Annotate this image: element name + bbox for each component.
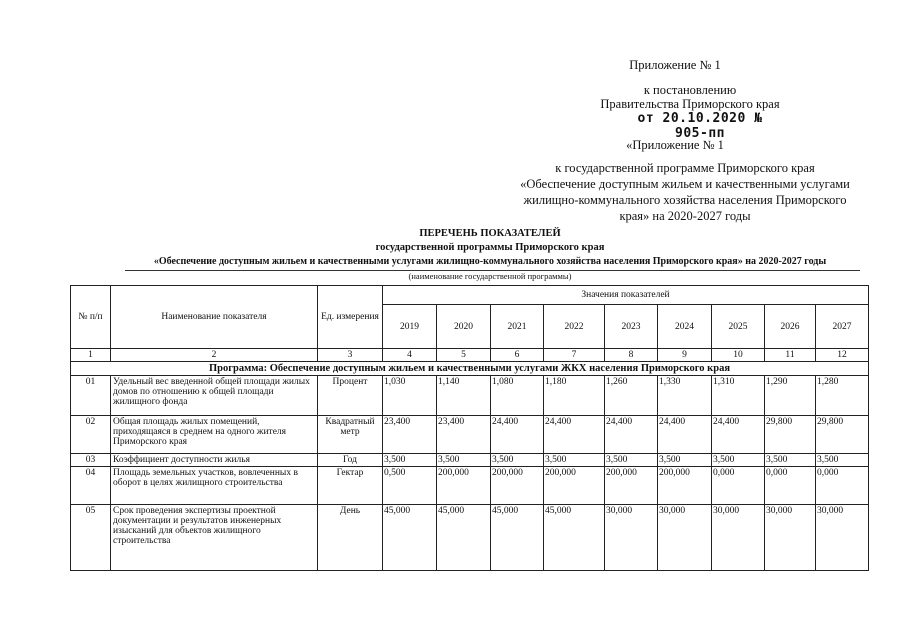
- year-cell: 2021: [491, 305, 544, 349]
- col-header-values: Значения показателей: [383, 286, 869, 305]
- table-row: [71, 416, 869, 454]
- value-cell: 3,500: [605, 454, 658, 467]
- index-cell: 7: [544, 349, 605, 362]
- value-cell: 3,500: [816, 454, 869, 467]
- row-name: Площадь земельных участков, вовлеченных в оборот в целях жилищного строительства: [111, 467, 318, 505]
- value-cell: 23,400: [383, 416, 437, 454]
- index-cell: 5: [437, 349, 491, 362]
- value-cell: 1,310: [712, 376, 765, 416]
- appendix-title-2: «Приложение № 1: [626, 138, 724, 152]
- table-row: [71, 505, 869, 571]
- index-cell: 3: [318, 349, 383, 362]
- index-cell: 12: [816, 349, 869, 362]
- value-cell: 0,000: [765, 467, 816, 505]
- value-cell: 3,500: [658, 454, 712, 467]
- row-name: Коэффициент доступности жилья: [111, 454, 318, 467]
- table-row: [71, 454, 869, 467]
- value-cell: 29,800: [816, 416, 869, 454]
- row-num: 05: [71, 505, 111, 571]
- value-cell: 24,400: [491, 416, 544, 454]
- table-row: [71, 376, 869, 416]
- table-row: [71, 467, 869, 505]
- value-cell: 1,290: [765, 376, 816, 416]
- year-cell: 2020: [437, 305, 491, 349]
- value-cell: 0,000: [816, 467, 869, 505]
- value-cell: 3,500: [712, 454, 765, 467]
- value-cell: 200,000: [605, 467, 658, 505]
- row-name: Удельный вес введенной общей площади жилых домов по отношению к общей площади жилищного фонда: [111, 376, 318, 416]
- document-subtitle: государственной программы Приморского края: [375, 242, 605, 253]
- value-cell: 24,400: [544, 416, 605, 454]
- col-header-name: Наименование показателя: [111, 286, 318, 349]
- indicators-table: [70, 285, 869, 571]
- row-unit: Квадратный метр: [318, 416, 383, 454]
- value-cell: 1,140: [437, 376, 491, 416]
- col-header-unit: Ед. измерения: [318, 286, 383, 349]
- index-cell: 8: [605, 349, 658, 362]
- col-header-num: № п/п: [71, 286, 111, 349]
- value-cell: 45,000: [383, 505, 437, 571]
- value-cell: 1,280: [816, 376, 869, 416]
- row-num: 03: [71, 454, 111, 467]
- appendix-title: Приложение № 1: [629, 58, 721, 72]
- year-cell: 2023: [605, 305, 658, 349]
- value-cell: 29,800: [765, 416, 816, 454]
- row-name: Общая площадь жилых помещений, приходящаяся в среднем на одного жителя Приморского края: [111, 416, 318, 454]
- row-unit: Год: [318, 454, 383, 467]
- program-reference: к государственной программе Приморского края «Обеспечение доступным жильем и качественными услугами жилищно-коммунального хозяйства населения Приморского края» на 2020-2027 годы: [520, 161, 850, 223]
- index-cell: 1: [71, 349, 111, 362]
- row-num: 02: [71, 416, 111, 454]
- government-name: Правительства Приморского края: [600, 97, 780, 111]
- row-num: 04: [71, 467, 111, 505]
- index-cell: 11: [765, 349, 816, 362]
- value-cell: 3,500: [383, 454, 437, 467]
- value-cell: 30,000: [658, 505, 712, 571]
- value-cell: 200,000: [544, 467, 605, 505]
- value-cell: 24,400: [658, 416, 712, 454]
- index-cell: 2: [111, 349, 318, 362]
- program-row: [71, 362, 869, 376]
- value-cell: 30,000: [712, 505, 765, 571]
- index-cell: 10: [712, 349, 765, 362]
- document-title: ПЕРЕЧЕНЬ ПОКАЗАТЕЛЕЙ: [419, 228, 561, 239]
- table-header-row: [71, 286, 869, 305]
- index-cell: 6: [491, 349, 544, 362]
- value-cell: 45,000: [491, 505, 544, 571]
- value-cell: 45,000: [544, 505, 605, 571]
- program-row-label: Программа: Обеспечение доступным жильем и качественными услугами ЖКХ населения Приморского края: [71, 362, 869, 376]
- value-cell: 23,400: [437, 416, 491, 454]
- value-cell: 30,000: [765, 505, 816, 571]
- value-cell: 3,500: [491, 454, 544, 467]
- column-index-row: [71, 349, 869, 362]
- value-cell: 0,500: [383, 467, 437, 505]
- year-cell: 2022: [544, 305, 605, 349]
- value-cell: 1,330: [658, 376, 712, 416]
- year-cell: 2019: [383, 305, 437, 349]
- program-name-caption: (наименование государственной программы): [408, 271, 572, 281]
- value-cell: 45,000: [437, 505, 491, 571]
- value-cell: 3,500: [544, 454, 605, 467]
- year-cell: 2024: [658, 305, 712, 349]
- row-unit: День: [318, 505, 383, 571]
- value-cell: 1,260: [605, 376, 658, 416]
- value-cell: 200,000: [437, 467, 491, 505]
- value-cell: 30,000: [605, 505, 658, 571]
- value-cell: 24,400: [605, 416, 658, 454]
- value-cell: 200,000: [658, 467, 712, 505]
- date-number-stamp: от 20.10.2020 № 905-пп: [637, 111, 763, 141]
- value-cell: 24,400: [712, 416, 765, 454]
- value-cell: 1,030: [383, 376, 437, 416]
- value-cell: 30,000: [816, 505, 869, 571]
- year-cell: 2025: [712, 305, 765, 349]
- row-unit: Процент: [318, 376, 383, 416]
- value-cell: 200,000: [491, 467, 544, 505]
- value-cell: 1,180: [544, 376, 605, 416]
- program-name: «Обеспечение доступным жильем и качественными услугами жилищно-коммунального хозяйства населения Приморского края» на 2020-2027 годы: [153, 256, 827, 267]
- row-unit: Гектар: [318, 467, 383, 505]
- value-cell: 0,000: [712, 467, 765, 505]
- index-cell: 9: [658, 349, 712, 362]
- value-cell: 1,080: [491, 376, 544, 416]
- value-cell: 3,500: [437, 454, 491, 467]
- index-cell: 4: [383, 349, 437, 362]
- year-cell: 2026: [765, 305, 816, 349]
- resolution-ref: к постановлению: [643, 83, 737, 97]
- row-num: 01: [71, 376, 111, 416]
- year-cell: 2027: [816, 305, 869, 349]
- row-name: Срок проведения экспертизы проектной документации и результатов инженерных изысканий для объектов жилищного строительства: [111, 505, 318, 571]
- value-cell: 3,500: [765, 454, 816, 467]
